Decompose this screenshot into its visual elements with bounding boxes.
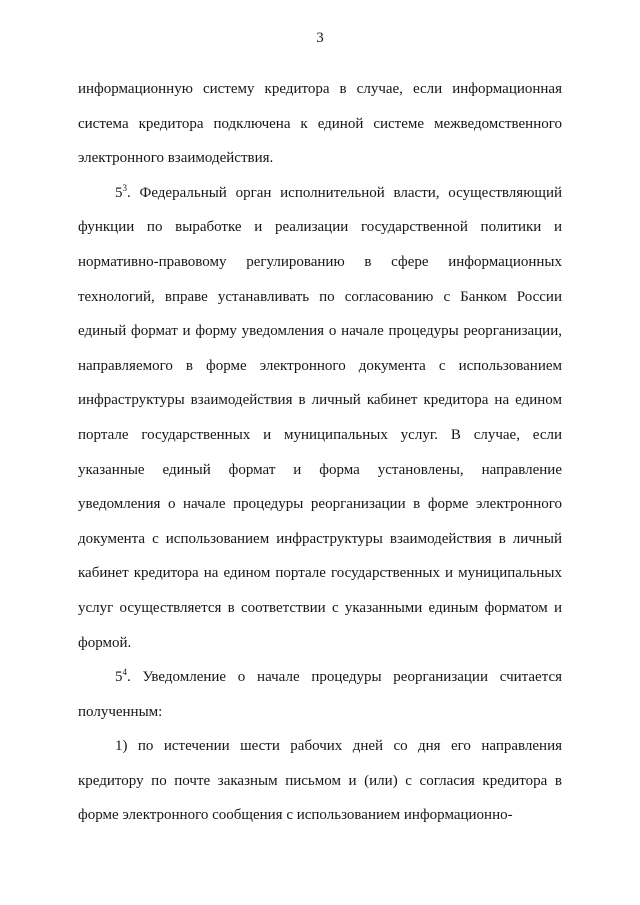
paragraph-text: информационную систему кредитора в случае, если информационная система кредитора подключена к единой системе межведомственного электронного взаимодействия. <box>78 81 562 167</box>
paragraph-continuation <box>78 72 562 176</box>
paragraph-text: 1) по истечении шести рабочих дней со дня его направления кредитору по почте заказным письмом и (или) с согласия кредитора в форме электронного сообщения с использованием информационно- <box>78 738 562 824</box>
paragraph-item-1 <box>78 729 562 833</box>
paragraph-marker: 5 <box>115 669 123 686</box>
paragraph-text: . Уведомление о начале процедуры реорганизации считается полученным: <box>78 669 562 720</box>
page-number: 3 <box>316 30 324 46</box>
paragraph-marker: 5 <box>115 184 123 201</box>
paragraph-text: . Федеральный орган исполнительной власти, осуществляющий функции по выработке и реализации государственной политики и нормативно-правовому регулированию в сфере информационных технологий, вправе устанавливать по согласованию с Банком России единый формат и форму уведомления о начале процедуры реорганизации, направляемого в форме электронного документа с использованием инфраструктуры взаимодействия в личный кабинет кредитора на едином портале государственных и муниципальных услуг. В случае, если указанные единый формат и форма установлены, направление уведомления о начале процедуры реорганизации в форме электронного документа с использованием инфраструктуры взаимодействия в личный кабинет кредитора на едином портале государственных и муниципальных услуг осуществляется в соответствии с указанными единым форматом и формой. <box>78 184 562 651</box>
paragraph-marker-superscript: 3 <box>122 182 127 193</box>
paragraph-5-3 <box>78 176 562 660</box>
document-body <box>78 72 562 833</box>
paragraph-5-4 <box>78 660 562 729</box>
paragraph-marker-superscript: 4 <box>122 667 127 678</box>
